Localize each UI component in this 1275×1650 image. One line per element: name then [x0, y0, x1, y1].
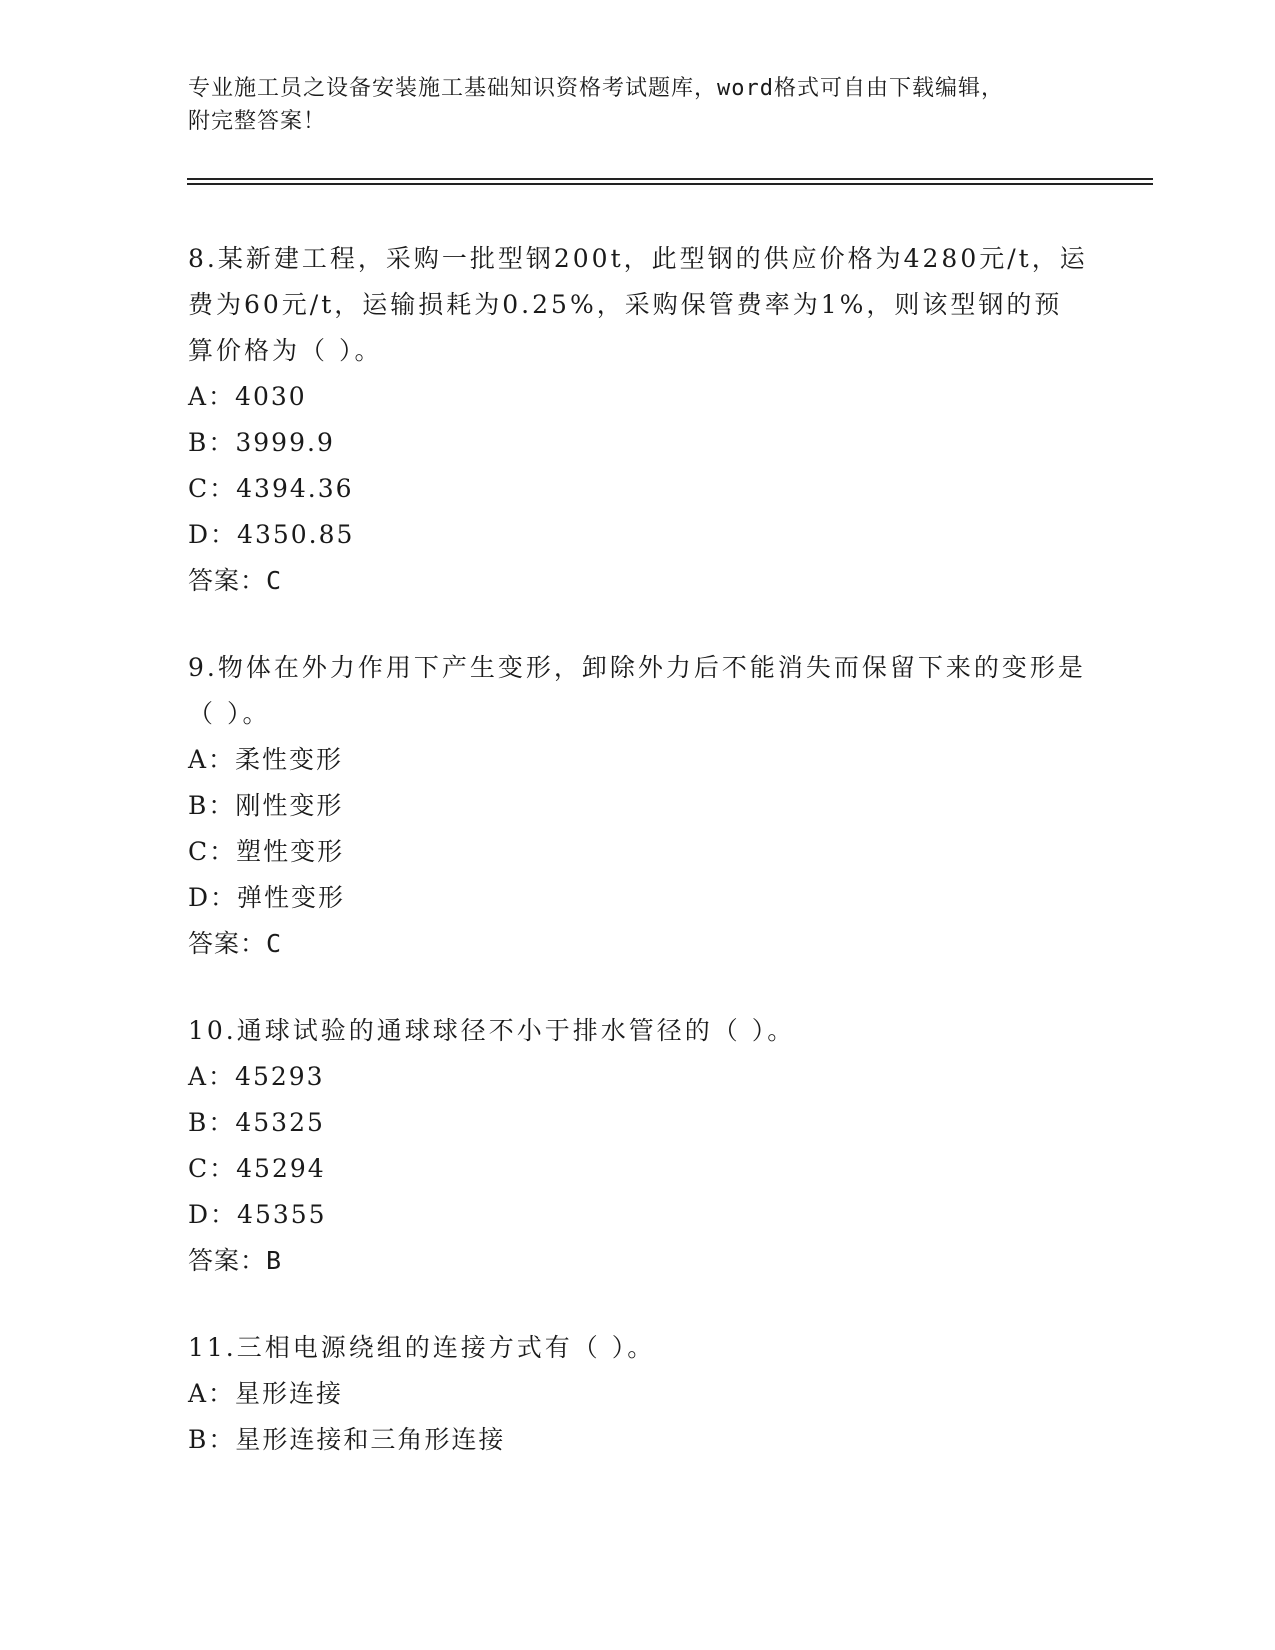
option-a: A：星形连接	[188, 1379, 344, 1408]
option-b: B：星形连接和三角形连接	[188, 1425, 506, 1454]
question-text: 8.某新建工程，采购一批型钢200t，此型钢的供应价格为4280元/t，运费为60元/t，运输损耗为0.25%，采购保管费率为1%，则该型钢的预算价格为（ ）。	[188, 244, 1088, 365]
document-header	[188, 72, 1068, 138]
header-divider-bottom	[187, 183, 1153, 185]
option-c: C：塑性变形	[188, 837, 345, 866]
option-c: C：4394.36	[188, 474, 354, 503]
option-c: C：45294	[188, 1154, 326, 1183]
question-block	[188, 1325, 1088, 1463]
header-line-2: 附完整答案！	[188, 109, 327, 134]
option-b: B：45325	[188, 1108, 325, 1137]
question-text: 9.物体在外力作用下产生变形，卸除外力后不能消失而保留下来的变形是（ ）。	[188, 653, 1086, 728]
question-text: 11.三相电源绕组的连接方式有（ ）。	[188, 1333, 656, 1362]
option-d: D：45355	[188, 1200, 327, 1229]
header-divider-top	[187, 178, 1153, 180]
option-d: D：弹性变形	[188, 883, 346, 912]
answer-line: 答案：C	[188, 566, 283, 595]
header-line-1: 专业施工员之设备安装施工基础知识资格考试题库，word格式可自由下载编辑，	[188, 76, 1004, 101]
option-a: A：4030	[188, 382, 307, 411]
question-block	[188, 1008, 1088, 1284]
answer-line: 答案：B	[188, 1246, 283, 1275]
option-b: B：3999.9	[188, 428, 335, 457]
option-a: A：45293	[188, 1062, 325, 1091]
answer-line: 答案：C	[188, 929, 283, 958]
question-block	[188, 236, 1088, 604]
question-block	[188, 645, 1088, 967]
option-d: D：4350.85	[188, 520, 355, 549]
question-list	[188, 236, 1088, 1504]
question-text: 10.通球试验的通球球径不小于排水管径的（ ）。	[188, 1016, 796, 1045]
option-b: B：刚性变形	[188, 791, 344, 820]
option-a: A：柔性变形	[188, 745, 344, 774]
